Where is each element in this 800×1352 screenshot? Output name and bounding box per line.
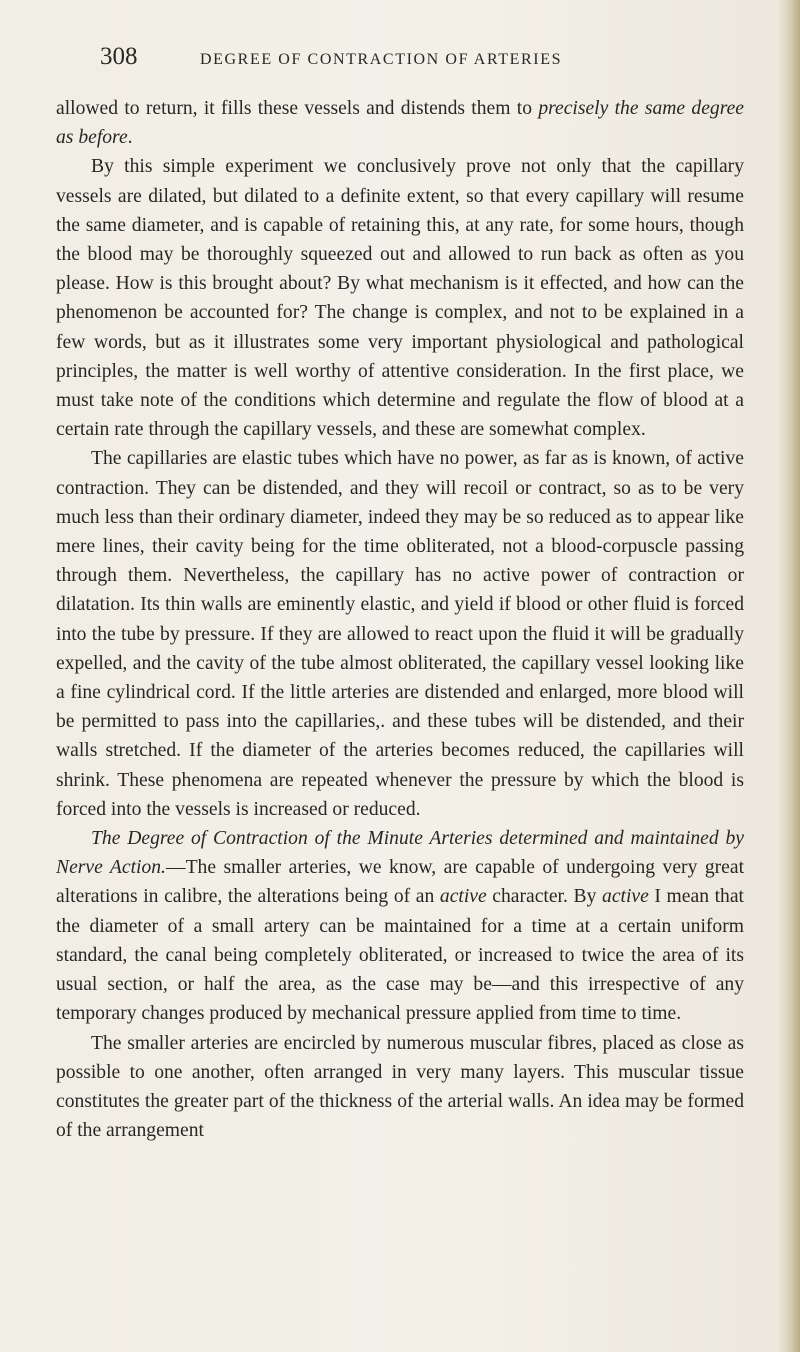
section-heading: The Degree of Contraction of the Minute Arteries determined and maintained by Nerve Action. [56,828,744,879]
running-title: DEGREE OF CONTRACTION OF ARTERIES [200,51,563,68]
paragraph-4 [56,824,744,1028]
page-header [100,40,700,74]
paragraph-3: The capillaries are elastic tubes which have no power, as far as is known, of active contraction. They can be distended, and they will recoil or contract, so as to be very much less than their ordinary diameter, indeed they may be so reduced as to appear like mere lines, their cavity being for the time obliterated, not a blood-corpuscle passing through them. Nevertheless, the capillary has no active power of contraction or dilatation. Its thin walls are eminently elastic, and yield if blood or other fluid is forced into the tube by pressure. If they are allowed to react upon the fluid it will be gradually expelled, and the cavity of the tube almost obliterated, the capillary vessel looking like a fine cylindrical cord. If the little arteries are distended and enlarged, more blood will be permitted to pass into the capillaries,. and these tubes will be distended, and their walls stretched. If the diameter of the arteries becomes reduced, the capillaries will shrink. These phenomena are repeated whenever the pressure by which the blood is forced into the vessels is increased or reduced. [56,448,744,820]
emphasis-active-2: active [602,886,649,908]
paragraph-5: The smaller arteries are encircled by numerous muscular fibres, placed as close as possible to one another, often arranged in very many layers. This muscular tissue constitutes the greater part of the thickness of the arterial walls. An idea may be formed of the arrangement [56,1032,744,1142]
body-text [56,94,744,1145]
paragraph-1-text: allowed to return, it fills these vessels and distends them to [56,98,539,119]
emphasis-active-1: active [439,886,487,908]
paragraph-4-text-c: I mean that the diameter of a small artery can be maintained for a time at a certain uniform standard, the canal being completely obliterated, or increased to twice the area of its usual section, or half the area, as the case may be—and this irrespective of any temporary changes produced by mechanical pressure applied from time to time. [56,886,744,1025]
paragraph-1-emphasis: precisely the same degree as before [56,98,744,149]
paragraph-4-text-a: —The smaller arteries, we know, are capable of undergoing very great alterations in calibre, the alterations being of an [56,857,745,908]
paragraph-1 [56,94,744,152]
paragraph-1-end: . [127,127,133,149]
page-number: 308 [100,43,138,70]
page-edge [778,0,800,1352]
paragraph-4-text-b: character. By [486,886,603,908]
paragraph-2: By this simple experiment we conclusively prove not only that the capillary vessels are dilated, but dilated to a definite extent, so that every capillary will resume the same diameter, and is capable of retaining this, at any rate, for some hours, though the blood may be thoroughly squeezed out and allowed to run back as often as you please. How is this brought about? By what mechanism is it effected, and how can the phenomenon be accounted for? The change is complex, and not to be explained in a few words, but as it illustrates some very important physiological and pathological principles, the matter is well worthy of attentive consideration. In the first place, we must take note of the conditions which determine and regulate the flow of blood at a certain rate through the capillary vessels, and these are somewhat complex. [56,156,744,441]
